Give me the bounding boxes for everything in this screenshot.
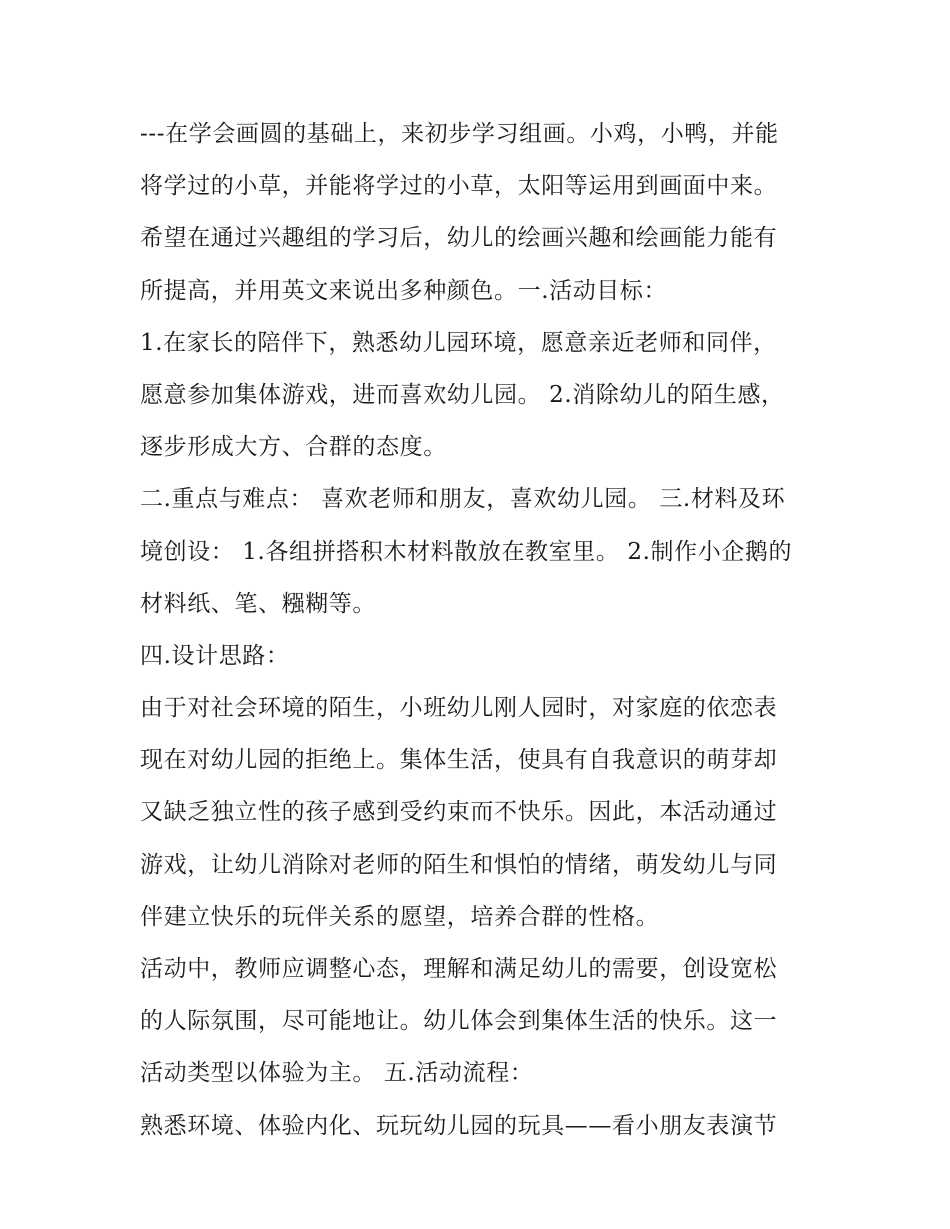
document-body	[140, 108, 812, 1152]
text-line: 逐步形成大方、合群的态度。	[140, 434, 447, 461]
text-line: 所提高，并用英文来说出多种颜色。一.活动目标：	[140, 277, 668, 304]
text-line: 将学过的小草，并能将学过的小草，太阳等运用到画面中来。	[140, 173, 778, 200]
text-line: 希望在通过兴趣组的学习后，幼儿的绘画兴趣和绘画能力能有	[140, 225, 778, 252]
text-line: 游戏，让幼儿消除对老师的陌生和惧怕的情绪，萌发幼儿与同	[140, 851, 778, 878]
text-line: 材料纸、笔、糨糊等。	[140, 590, 376, 617]
text-line: 活动类型以体验为主。 五.活动流程：	[140, 1060, 534, 1087]
text-line: 的人际氛围，尽可能地让。幼儿体会到集体生活的快乐。这一	[140, 1008, 778, 1035]
section-heading: 四.设计思路：	[140, 642, 290, 669]
text-line: 现在对幼儿园的拒绝上。集体生活，使具有自我意识的萌芽却	[140, 747, 778, 774]
text-line: 熟悉环境、体验内化、玩玩幼儿园的玩具——看小朋友表演节	[140, 1112, 778, 1139]
text-line: 1.在家长的陪伴下，熟悉幼儿园环境，愿意亲近老师和同伴，	[140, 329, 777, 356]
text-line: 愿意参加集体游戏，进而喜欢幼儿园。 2.消除幼儿的陌生感，	[140, 381, 785, 408]
text-line: 二.重点与难点： 喜欢老师和朋友，喜欢幼儿园。 三.材料及环	[140, 486, 786, 513]
text-line: 由于对社会环境的陌生，小班幼儿刚人园时，对家庭的依恋表	[140, 695, 778, 722]
text-line: 活动中，教师应调整心态，理解和满足幼儿的需要，创设宽松	[140, 956, 778, 982]
text-line: 境创设： 1.各组拼搭积木材料散放在教室里。 2.制作小企鹅的	[140, 538, 793, 565]
text-line: 又缺乏独立性的孩子感到受约束而不快乐。因此，本活动通过	[140, 799, 778, 826]
text-line: ---在学会画圆的基础上，来初步学习组画。小鸡，小鸭，并能	[140, 121, 779, 147]
text-line: 伴建立快乐的玩伴关系的愿望，培养合群的性格。	[140, 903, 660, 930]
